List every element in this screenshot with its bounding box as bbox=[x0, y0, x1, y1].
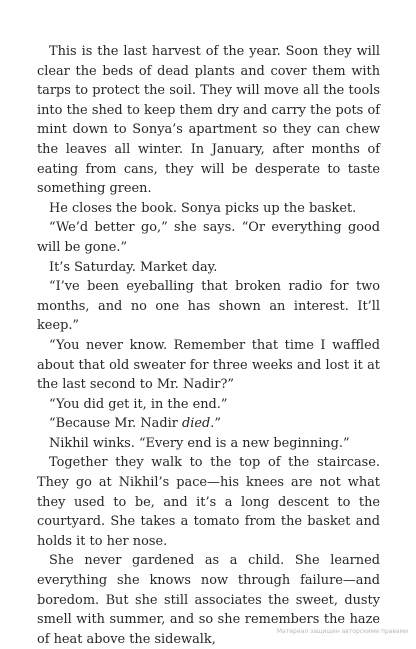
paragraph-9: Nikhil winks. “Every end is a new beginning.” bbox=[49, 435, 350, 451]
paragraph-10: Together they walk to the top of the staircase. They go at Nikhil’s pace—his knees are not what they used to be, and it’s a long descent to the courtyard. She takes a tomato from the basket and holds it to her nose. bbox=[37, 455, 380, 549]
paragraph-2: He closes the book. Sonya picks up the basket. bbox=[49, 200, 357, 216]
paragraph-1: This is the last harvest of the year. Soon they will clear the beds of dead plants and cover them with tarps to protect the soil. They will move all the tools into the shed to keep them dry and carry the pots of mint down to Sonya’s apartment so they can chew the leaves all winter. In January, after months of eating from cans, they will be desperate to taste something green. bbox=[37, 44, 380, 197]
paragraph-8-emphasis: died. bbox=[181, 416, 215, 432]
body-text bbox=[37, 42, 380, 649]
paragraph-8-text: “Because Mr. Nadir bbox=[49, 416, 182, 432]
paragraph-3: “We’d better go,” she says. “Or everything good will be gone.” bbox=[37, 220, 380, 255]
paragraph-6: “You never know. Remember that time I waffled about that old sweater for three weeks and lost it at the last second to Mr. Nadir?” bbox=[37, 337, 380, 393]
paragraph-5: “I’ve been eyeballing that broken radio for two months, and no one has shown an interest. It’ll keep.” bbox=[37, 279, 380, 334]
paragraph-4: It’s Saturday. Market day. bbox=[49, 259, 218, 275]
paragraph-11: She never gardened as a child. She learned everything she knows now through failure—and boredom. But she still associates the sweet, dusty smell with summer, and so she remembers the haze of heat above the sidewalk, bbox=[37, 553, 380, 647]
paragraph-8 bbox=[37, 414, 380, 434]
copyright-footer: Материал защищен авторскими правами bbox=[276, 628, 408, 635]
paragraph-7: “You did get it, in the end.” bbox=[49, 396, 228, 412]
paragraph-8-close-quote: ” bbox=[214, 416, 221, 432]
